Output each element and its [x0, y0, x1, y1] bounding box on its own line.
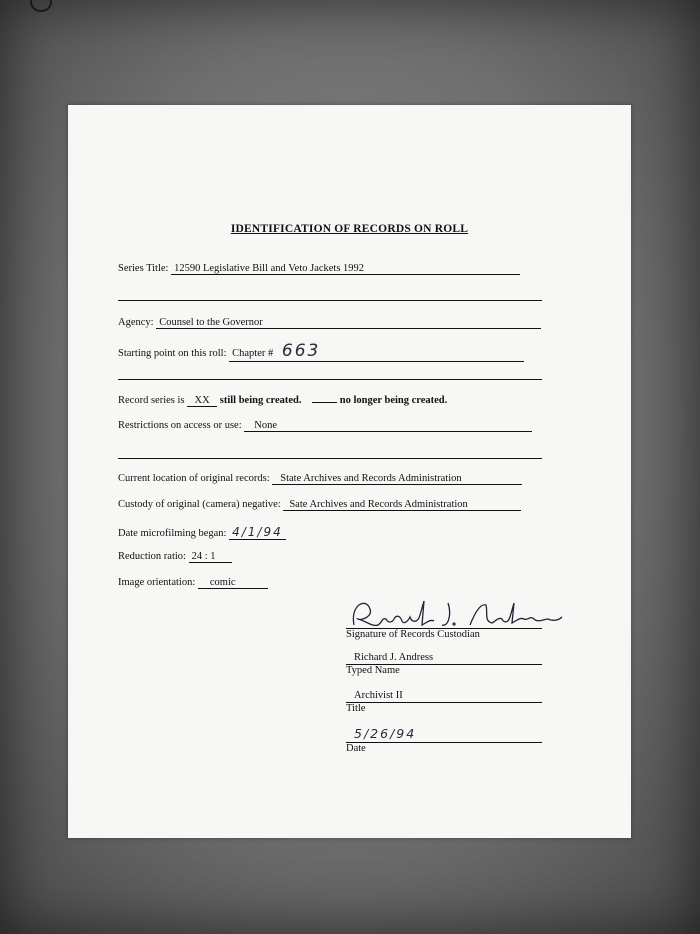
- series-title-row: [118, 263, 520, 275]
- record-series-row: [118, 395, 447, 407]
- signature-line: [346, 614, 542, 629]
- starting-point-row: [118, 341, 524, 362]
- starting-point-value: Chapter #: [232, 348, 274, 359]
- signature-label: Signature of Records Custodian: [346, 629, 480, 640]
- typed-name-value: Richard J. Andress: [354, 652, 434, 663]
- title-value: Archivist II: [354, 690, 403, 701]
- custody-label: Custody of original (camera) negative:: [118, 499, 281, 510]
- starting-point-extra-line: [118, 379, 542, 380]
- record-series-label: Record series is: [118, 395, 185, 406]
- agency-value: Counsel to the Governor: [156, 317, 541, 329]
- starting-point-handwritten: 663: [281, 341, 321, 361]
- date-block: [346, 725, 542, 754]
- record-series-mark: XX: [187, 395, 217, 407]
- typed-name-line: [346, 650, 542, 665]
- title-block: [346, 688, 542, 714]
- starting-point-label: Starting point on this roll:: [118, 348, 227, 359]
- date-began-value: 4/1/94: [229, 525, 286, 540]
- reduction-label: Reduction ratio:: [118, 551, 186, 562]
- orientation-label: Image orientation:: [118, 577, 196, 588]
- no-longer-being-created-text: no longer being created.: [339, 395, 448, 406]
- form-title: IDENTIFICATION OF RECORDS ON ROLL: [230, 223, 469, 235]
- custody-value: Sate Archives and Records Administration: [283, 499, 521, 511]
- date-line: [346, 725, 542, 743]
- agency-row: [118, 317, 541, 329]
- location-value: State Archives and Records Administration: [272, 473, 522, 485]
- signature-block: [346, 614, 542, 640]
- orientation-row: [118, 577, 268, 589]
- series-title-value: 12590 Legislative Bill and Veto Jackets 1992: [171, 263, 520, 275]
- still-being-created-text: still being created.: [219, 395, 302, 406]
- date-began-label: Date microfilming began:: [118, 528, 227, 539]
- location-label: Current location of original records:: [118, 473, 270, 484]
- restrictions-extra-line: [118, 458, 542, 459]
- series-title-extra-line: [118, 300, 542, 301]
- reduction-row: [118, 551, 232, 563]
- location-row: [118, 473, 522, 485]
- records-form-sheet: [68, 105, 631, 838]
- title-label: Title: [346, 703, 366, 714]
- date-value: 5/26/94: [354, 726, 417, 741]
- date-began-row: [118, 525, 286, 540]
- title-line: [346, 688, 542, 703]
- agency-label: Agency:: [118, 317, 154, 328]
- custody-row: [118, 499, 521, 511]
- reduction-value: 24 : 1: [189, 551, 232, 563]
- series-title-label: Series Title:: [118, 263, 169, 274]
- restrictions-label: Restrictions on access or use:: [118, 420, 242, 431]
- typed-name-label: Typed Name: [346, 665, 400, 676]
- starting-point-field: [229, 341, 524, 362]
- typed-name-block: [346, 650, 542, 676]
- film-corner-mark: [30, 0, 52, 12]
- restrictions-value: None: [244, 420, 532, 432]
- restrictions-row: [118, 420, 532, 432]
- date-label: Date: [346, 743, 366, 754]
- no-longer-mark: [312, 402, 337, 403]
- orientation-value: comic: [198, 577, 268, 589]
